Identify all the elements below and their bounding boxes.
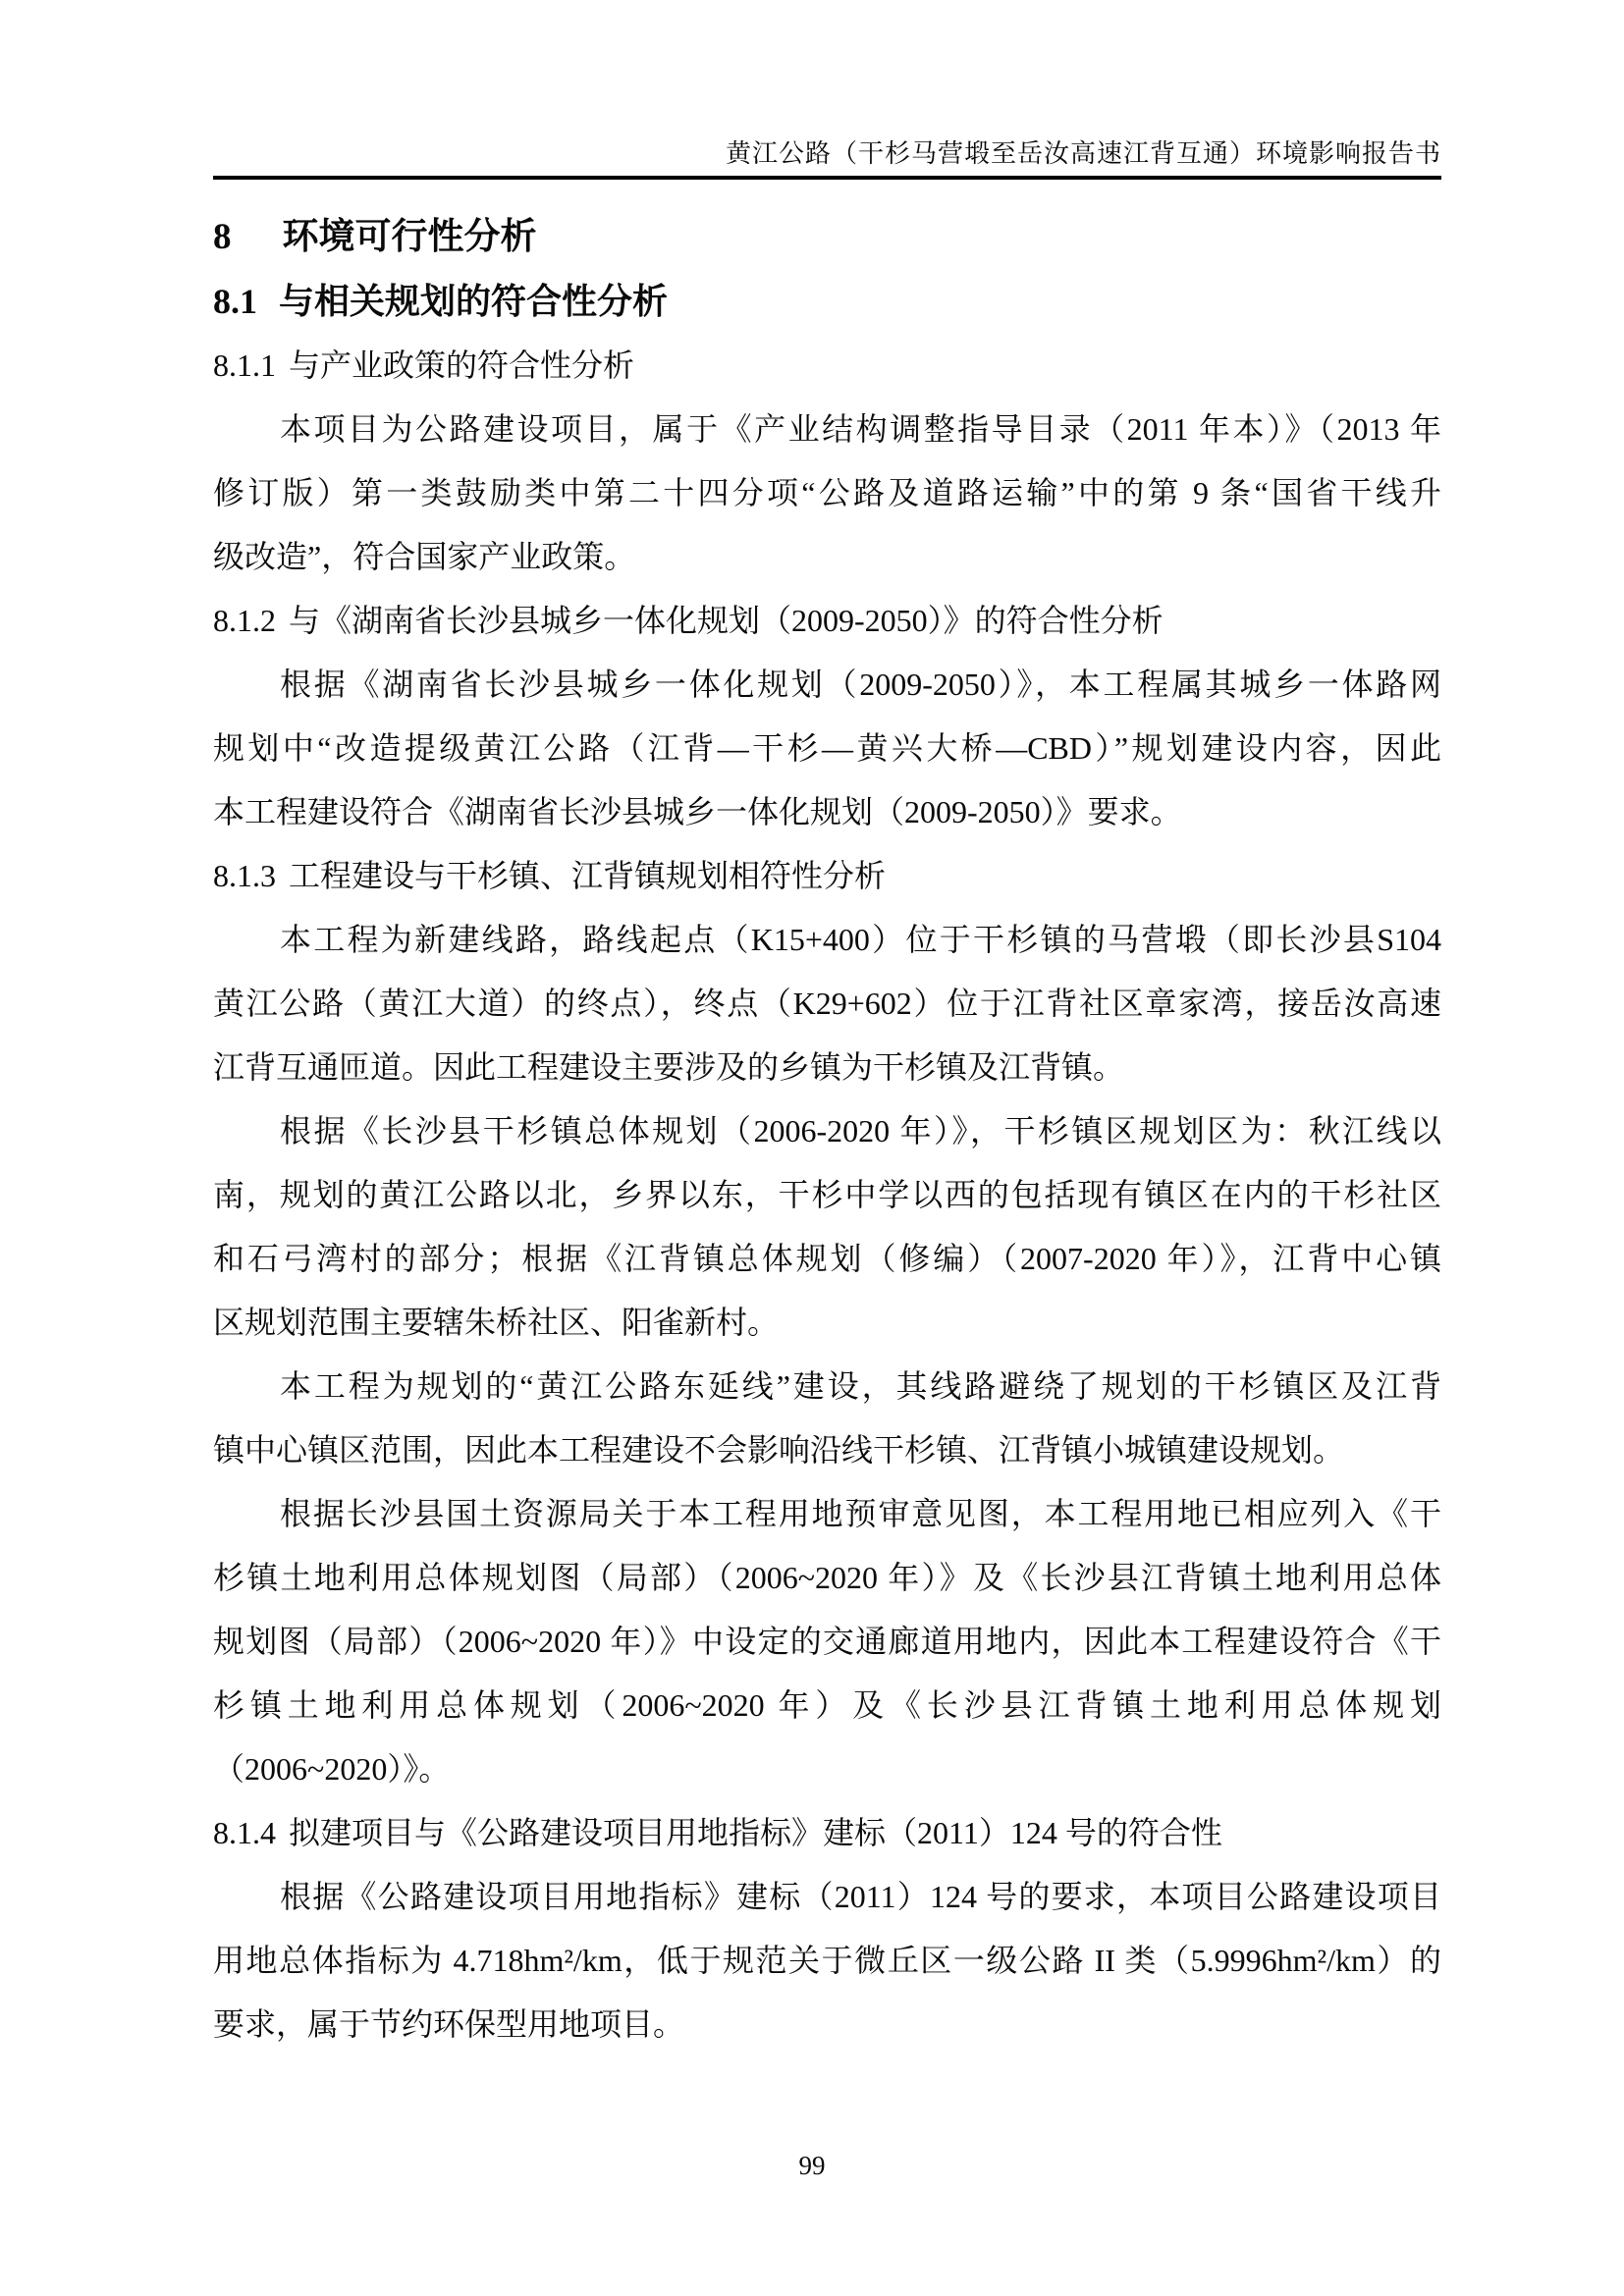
text-line: 本工程建设符合《湖南省长沙县城乡一体化规划（2009-2050）》要求。 [213,794,1182,829]
section-heading-8-1-4 [213,1801,1441,1865]
section-number: 8.1.1 [213,347,276,383]
section-heading-8 [213,204,1441,269]
section-number: 8.1.3 [213,858,276,893]
section-heading-8-1-2 [213,589,1441,653]
text-line: 区规划范围主要辖朱桥社区、阳雀新村。 [213,1305,780,1340]
section-heading-8-1 [213,269,1441,334]
text-line: 镇中心镇区范围，因此本工程建设不会影响沿线干杉镇、江背镇小城镇建设规划。 [213,1432,1345,1468]
paragraph-industry-policy [213,398,1441,589]
text-line: 本工程为规划的“黄江公路东延线”建设，其线路避绕了规划的干杉镇区及江背 [280,1368,1441,1404]
section-heading-8-1-1 [213,334,1441,398]
text-line: 根据《长沙县干杉镇总体规划（2006-2020 年）》，干杉镇区规划区为：秋江线以 [280,1113,1441,1148]
section-number: 8 [213,217,232,257]
paragraph-urbanization-plan [213,653,1441,844]
section-title: 与产业政策的符合性分析 [289,347,635,383]
text-line: 本项目为公路建设项目，属于《产业结构调整指导目录（2011 年本）》（2013 年 [280,411,1441,447]
text-line: 江背互通匝道。因此工程建设主要涉及的乡镇为干杉镇及江背镇。 [213,1049,1125,1085]
page-header-title: 黄江公路（干杉马营塅至岳汝高速江背互通）环境影响报告书 [725,139,1441,168]
text-line: 级改造”，符合国家产业政策。 [213,539,636,574]
page-content [213,0,1441,2056]
text-line: 规划中“改造提级黄江公路（江背—干杉—黄兴大桥—CBD）”规划建设内容，因此 [213,730,1441,766]
paragraph-land-use-plan [213,1482,1441,1801]
section-number: 8.1.4 [213,1815,276,1850]
text-line: 南，规划的黄江公路以北，乡界以东，干杉中学以西的包括现有镇区在内的干杉社区 [213,1177,1441,1212]
text-line: 杉镇土地利用总体规划（2006~2020 年）及《长沙县江背镇土地利用总体规划 [213,1687,1441,1723]
paragraph-town-plans [213,1099,1441,1355]
section-title: 工程建设与干杉镇、江背镇规划相符性分析 [289,858,887,893]
section-number: 8.1.2 [213,603,276,638]
paragraph-land-use-index [213,1865,1441,2056]
text-line: 本工程为新建线路，路线起点（K15+400）位于干杉镇的马营塅（即长沙县S104 [280,922,1441,957]
text-line: 根据《公路建设项目用地指标》建标（2011）124 号的要求，本项目公路建设项目 [280,1879,1441,1914]
section-number: 8.1 [213,282,257,321]
header-rule [213,176,1441,180]
text-line: 根据《湖南省长沙县城乡一体化规划（2009-2050）》，本工程属其城乡一体路网 [280,667,1441,702]
text-line: （2006~2020）》。 [213,1751,451,1787]
section-heading-8-1-3 [213,844,1441,908]
paragraph-east-extension [213,1355,1441,1482]
text-line: 用地总体指标为 4.718hm²/km，低于规范关于微丘区一级公路 II 类（5.9996hm²/km）的 [213,1943,1441,1978]
text-line: 杉镇土地利用总体规划图（局部）（2006~2020 年）》及《长沙县江背镇土地利用总体 [213,1560,1441,1595]
text-line: 要求，属于节约环保型用地项目。 [213,2006,685,2042]
page-number: 99 [798,2151,826,2180]
text-line: 根据长沙县国土资源局关于本工程用地预审意见图，本工程用地已相应列入《干 [280,1496,1441,1531]
section-title: 与相关规划的符合性分析 [279,281,669,321]
text-line: 规划图（局部）（2006~2020 年）》中设定的交通廊道用地内，因此本工程建设符合《干 [213,1624,1441,1659]
text-line: 和石弓湾村的部分；根据《江背镇总体规划（修编）（2007-2020 年）》，江背中心镇 [213,1241,1441,1276]
text-line: 黄江公路（黄江大道）的终点），终点（K29+602）位于江背社区章家湾，接岳汝高速 [213,986,1441,1021]
paragraph-route-description [213,908,1441,1099]
section-title: 与《湖南省长沙县城乡一体化规划（2009-2050）》的符合性分析 [289,603,1164,638]
text-line: 修订版）第一类鼓励类中第二十四分项“公路及道路运输”中的第 9 条“国省干线升 [213,475,1441,510]
section-title: 拟建项目与《公路建设项目用地指标》建标（2011）124 号的符合性 [289,1815,1222,1850]
section-title: 环境可行性分析 [282,216,537,256]
